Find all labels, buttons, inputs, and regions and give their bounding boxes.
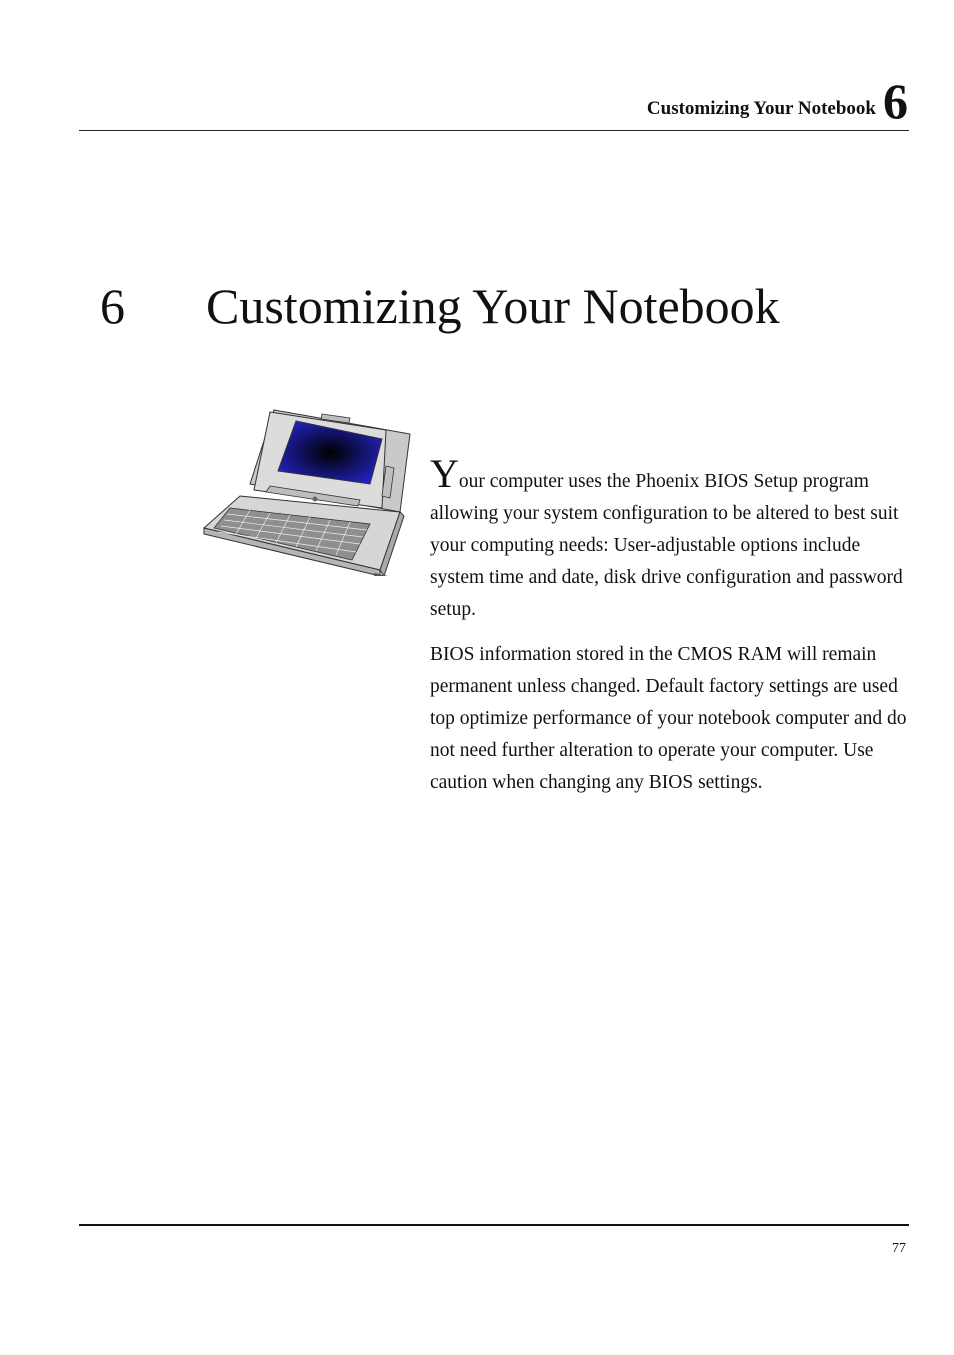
- chapter-title: Customizing Your Notebook: [206, 278, 780, 334]
- running-header-title: Customizing Your Notebook: [646, 98, 876, 119]
- header-rule: [79, 130, 909, 131]
- notebook-computer-icon: [200, 404, 412, 576]
- drop-cap: Y: [430, 451, 459, 496]
- paragraph-2: BIOS information stored in the CMOS RAM will remain permanent unless changed. Default factory settings are used top optimize performance of your notebook computer and do not need further alteration to operate your computer. Use caution when changing any BIOS settings.: [430, 644, 907, 793]
- paragraph-1-text: our computer uses the Phoenix BIOS Setup program allowing your system configuration to be altered to best suit your computing needs: User-adjustable options include system time and date, disk drive configuration and password setup.: [430, 471, 903, 620]
- running-header: [646, 72, 908, 129]
- footer-rule: [79, 1224, 909, 1226]
- chapter-heading: [100, 276, 780, 336]
- body-text: [430, 451, 910, 812]
- page-number: 77: [892, 1241, 906, 1256]
- paragraph-1: [430, 451, 910, 626]
- running-header-chapter-number: 6: [883, 73, 908, 129]
- chapter-number: 6: [100, 278, 125, 334]
